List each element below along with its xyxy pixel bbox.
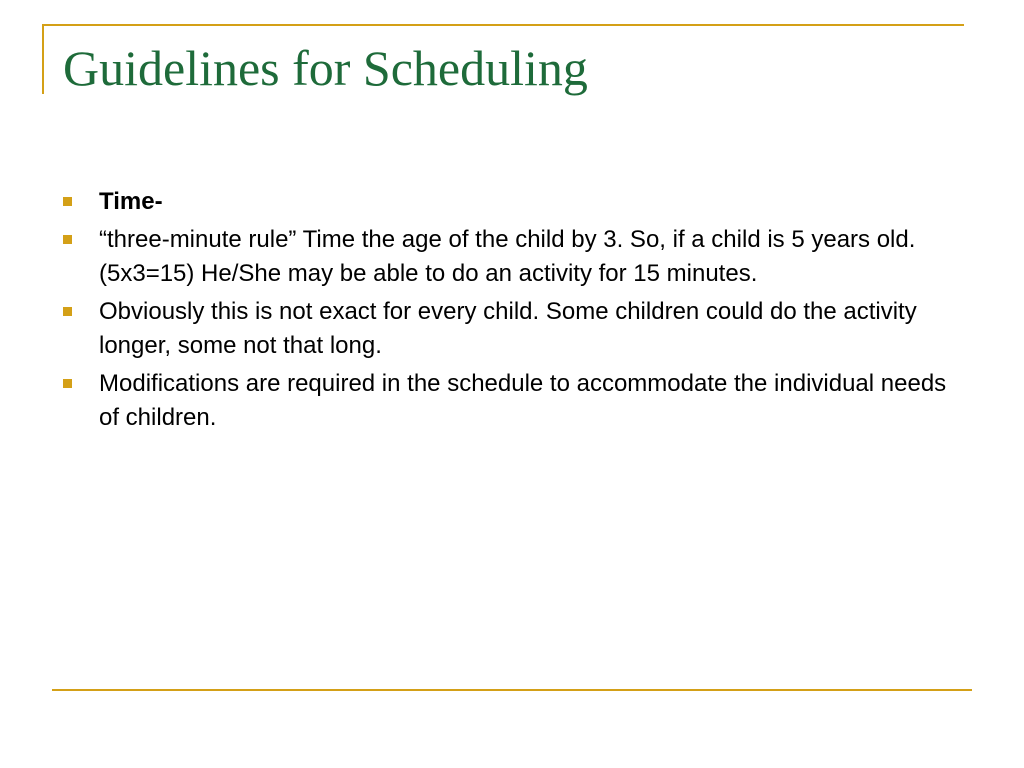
frame-left-line [42, 24, 44, 94]
bullet-text: Obviously this is not exact for every child. Some children could do the activity longer, some not that long. [99, 298, 917, 359]
bullet-item-three-minute-rule [61, 223, 966, 291]
frame-bottom-line [52, 689, 972, 691]
bullet-list [61, 185, 966, 439]
slide-title: Guidelines for Scheduling [63, 40, 588, 96]
bullet-text: “three-minute rule” Time the age of the child by 3. So, if a child is 5 years old. (5x3=15) He/She may be able to do an activity for 15 minutes. [99, 226, 916, 287]
square-bullet-icon [63, 235, 72, 244]
bullet-item-modifications [61, 367, 966, 435]
square-bullet-icon [63, 307, 72, 316]
square-bullet-icon [63, 379, 72, 388]
bullet-text: Modifications are required in the schedule to accommodate the individual needs of children. [99, 370, 947, 431]
bullet-item-time [61, 185, 966, 219]
square-bullet-icon [63, 197, 72, 206]
bullet-text: Time- [99, 188, 163, 215]
frame-top-line [42, 24, 964, 26]
bullet-item-not-exact [61, 295, 966, 363]
